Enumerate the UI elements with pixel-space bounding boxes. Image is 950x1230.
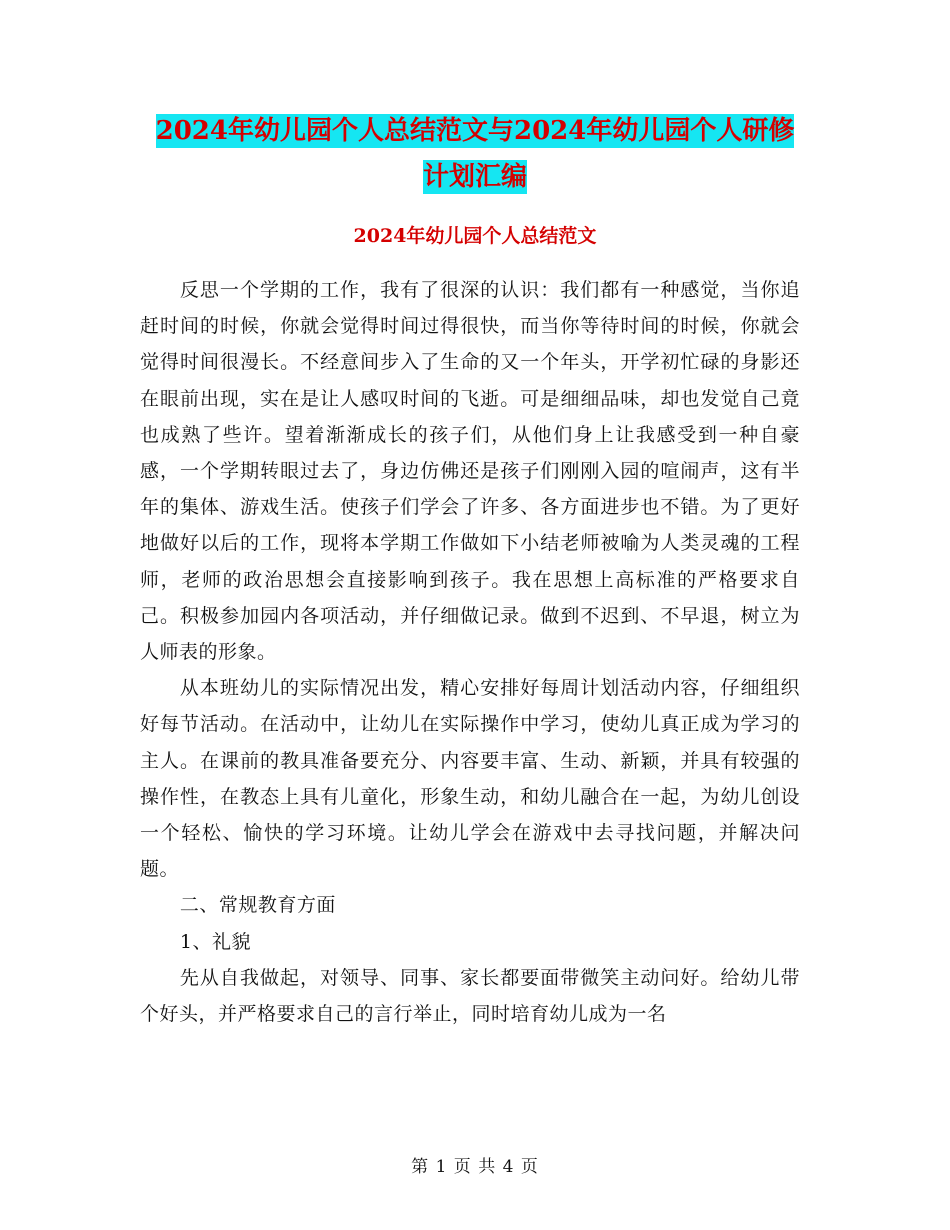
paragraph: 先从自我做起，对领导、同事、家长都要面带微笑主动问好。给幼儿带个好头，并严格要求自己的言行举止，同时培育幼儿成为一名 [140, 966, 800, 1026]
paragraph-heading: 二、常规教育方面 [179, 894, 336, 917]
paragraph: 反思一个学期的工作，我有了很深的认识：我们都有一种感觉，当你追赶时间的时候，你就会觉得时间过得很快，而当你等待时间的时候，你就会觉得时间很漫长。不经意间步入了生命的又一个年头，开学初忙碌的身影还在眼前出现，实在是让人感叹时间的飞逝。可是细细品味，却也发觉自己竟也成熟了些许。望着渐渐成长的孩子们，从他们身上让我感受到一种自豪感，一个学期转眼过去了，身边仿佛还是孩子们刚刚入园的喧闹声，这有半年的集体、游戏生活。使孩子们学会了许多、各方面进步也不错。为了更好地做好以后的工作，现将本学期工作做如下小结老师被喻为人类灵魂的工程师，老师的政治思想会直接影响到孩子。我在思想上高标准的严格要求自己。积极参加园内各项活动，并仔细做记录。做到不迟到、不早退，树立为人师表的形象。 [140, 279, 800, 664]
paragraph-subheading: 1、礼貌 [179, 930, 251, 953]
body-text [140, 272, 800, 1032]
paragraph: 从本班幼儿的实际情况出发，精心安排好每周计划活动内容，仔细组织好每节活动。在活动中，让幼儿在实际操作中学习，使幼儿真正成为学习的主人。在课前的教具准备要充分、内容要丰富、生动、新颖，并具有较强的操作性，在教态上具有儿童化，形象生动，和幼儿融合在一起，为幼儿创设一个轻松、愉快的学习环境。让幼儿学会在游戏中去寻找问题，并解决问题。 [140, 677, 800, 881]
document-title [140, 108, 810, 200]
document-title-line-2: 计划汇编 [422, 162, 527, 192]
document-title-line-1: 2024年幼儿园个人总结范文与2024年幼儿园个人研修 [155, 116, 795, 146]
section-title: 2024年幼儿园个人总结范文 [353, 225, 597, 247]
page-footer: 第 1 页 共 4 页 [411, 1157, 539, 1177]
